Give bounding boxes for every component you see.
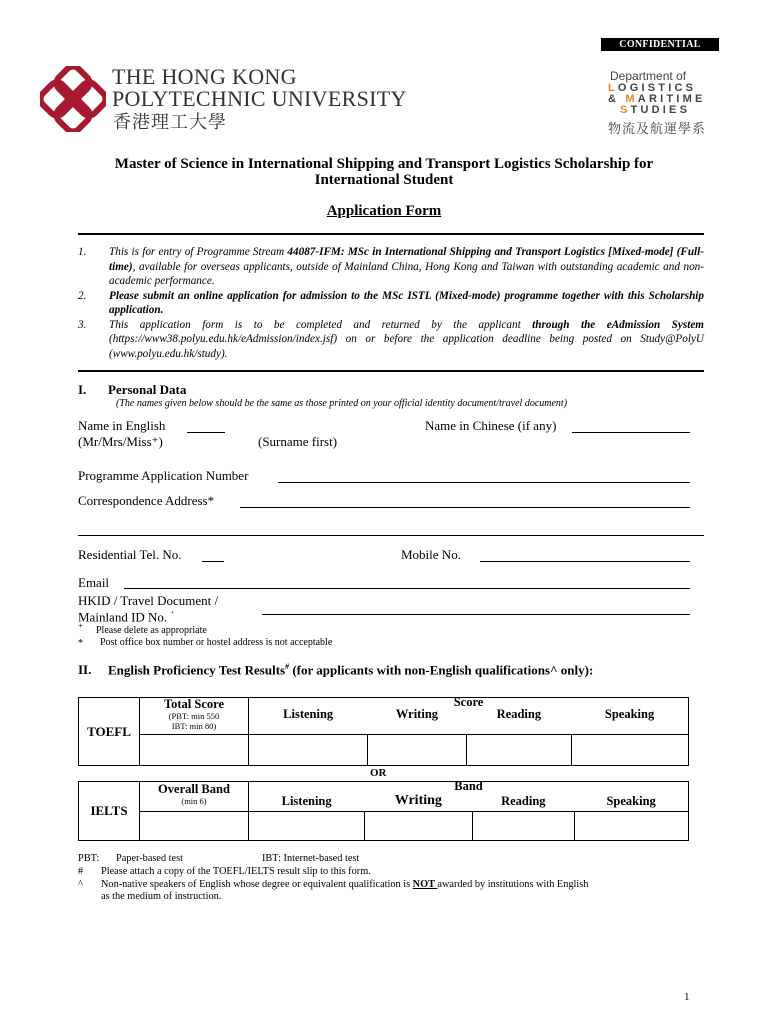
hkid-label-line1: HKID / Travel Document /	[78, 593, 219, 608]
ielts-speaking-cell[interactable]	[574, 812, 688, 841]
programme-number-field[interactable]	[278, 482, 690, 483]
toefl-speaking-cell[interactable]	[571, 735, 688, 766]
toefl-col-listening: Listening	[249, 707, 368, 735]
pbt-definition: Paper-based test	[116, 853, 183, 864]
toefl-listening-cell[interactable]	[249, 735, 368, 766]
ibt-definition: IBT: Internet-based test	[262, 853, 360, 864]
section2-title: English Proficiency Test Results# (for applicants with non-English qualifications^ only):	[108, 662, 594, 678]
confidential-label: CONFIDENTIAL	[601, 38, 719, 51]
instruction-item	[78, 245, 704, 289]
email-label: Email	[78, 575, 110, 590]
or-separator: OR	[370, 767, 387, 779]
dept-logistics: LOGISTICS	[608, 82, 697, 94]
toefl-writing-cell[interactable]	[367, 735, 466, 766]
instructions-list	[78, 245, 704, 361]
dept-maritime: & MARITIME	[608, 93, 706, 105]
toefl-col-writing: Writing	[367, 707, 466, 735]
section-title: Personal Data	[108, 382, 187, 397]
footnote-plus-text: Please delete as appropriate	[96, 625, 207, 636]
toefl-col-reading: Reading	[467, 707, 572, 735]
university-name-line2: POLYTECHNIC UNIVERSITY	[112, 86, 407, 111]
dept-studies: STUDIES	[620, 104, 691, 116]
ielts-table	[78, 781, 689, 841]
mobile-field[interactable]	[480, 561, 690, 562]
mobile-label: Mobile No.	[401, 547, 461, 562]
toefl-total-cell[interactable]	[140, 735, 249, 766]
university-name-chinese: 香港理工大學	[113, 112, 227, 132]
name-title-label: (Mr/Mrs/Miss⁺)	[78, 434, 163, 449]
ielts-band-group: Band	[249, 782, 689, 792]
residential-tel-field[interactable]	[202, 561, 224, 562]
footnote-star-mark: *	[78, 638, 83, 649]
toefl-col-speaking: Speaking	[571, 707, 688, 735]
footnote-star-text: Post office box number or hostel address is not acceptable	[100, 637, 333, 648]
instruction-text: Please submit an online application for admission to the MSc ISTL (Mixed-mode) programme together with this Scholarship application.	[109, 289, 704, 316]
ielts-overall-cell[interactable]	[140, 812, 249, 841]
ielts-total-header: Overall Band (min 6)	[140, 782, 249, 812]
name-chinese-field[interactable]	[572, 432, 690, 433]
ielts-col-writing: Writing	[364, 791, 472, 812]
section-subtitle: (The names given below should be the same as those printed on your official identity document/travel document)	[116, 398, 568, 409]
ielts-label: IELTS	[79, 782, 140, 841]
instruction-number: 2.	[78, 289, 87, 302]
address-field-line2[interactable]	[78, 535, 704, 536]
address-field-line1[interactable]	[240, 507, 690, 508]
section-number: I.	[78, 382, 87, 397]
name-chinese-label: Name in Chinese (if any)	[425, 418, 557, 433]
ielts-writing-cell[interactable]	[364, 812, 472, 841]
instruction-number: 3.	[78, 318, 87, 331]
dept-chinese: 物流及航運學系	[608, 121, 707, 136]
application-form-heading: Application Form	[326, 203, 442, 219]
ielts-col-speaking: Speaking	[574, 791, 688, 812]
name-english-field[interactable]	[187, 432, 225, 433]
pbt-key: PBT:	[78, 853, 100, 864]
instruction-number: 1.	[78, 246, 87, 258]
form-title-line1: Master of Science in International Shipping and Transport Logistics Scholarship for	[114, 156, 654, 172]
instruction-item	[78, 318, 704, 362]
instruction-text: This application form is to be completed and returned by the applicant through the eAdmission System (https://www38.polyu.edu.hk/eAdmission/index.jsf) on or before the application deadline being posted on Study@PolyU (www.polyu.edu.hk/study).	[109, 318, 704, 360]
ielts-col-listening: Listening	[249, 791, 365, 812]
divider	[78, 233, 704, 235]
caret-note-line2: as the medium of instruction.	[101, 891, 222, 902]
hkid-label-line2: Mainland ID No. ⁺	[78, 609, 175, 625]
ielts-reading-cell[interactable]	[472, 812, 574, 841]
page-number: 1	[684, 991, 690, 1003]
email-field[interactable]	[124, 588, 690, 589]
hash-key: #	[78, 866, 84, 877]
hkid-field[interactable]	[262, 614, 690, 615]
toefl-table	[78, 697, 689, 766]
toefl-label: TOEFL	[79, 698, 140, 766]
toefl-score-group: Score	[249, 698, 689, 708]
name-english-label: Name in English	[78, 418, 166, 433]
toefl-reading-cell[interactable]	[467, 735, 572, 766]
polyu-logo-icon	[40, 66, 106, 132]
department-logo	[608, 69, 716, 137]
footnote-plus-mark: ⁺	[78, 623, 84, 634]
divider	[78, 370, 704, 372]
ielts-col-reading: Reading	[472, 791, 574, 812]
surname-note: (Surname first)	[258, 434, 338, 449]
address-label: Correspondence Address*	[78, 493, 215, 508]
dept-line1: Department of	[610, 69, 687, 83]
form-title-line2: International Student	[314, 172, 454, 188]
residential-tel-label: Residential Tel. No.	[78, 547, 182, 562]
caret-note: Non-native speakers of English whose degree or equivalent qualification is NOT awarded by institutions with English	[101, 879, 589, 890]
ielts-listening-cell[interactable]	[249, 812, 365, 841]
university-name-line1: THE HONG KONG	[112, 64, 297, 89]
instruction-text: This is for entry of Programme Stream 44087-IFM: MSc in International Shipping and Transport Logistics [Mixed-mode] (Full-time), available for overseas applicants, outside of Mainland China, Hong Kong and Taiwan with outstanding academic and non-academic performance.	[109, 246, 704, 287]
caret-key: ^	[78, 879, 83, 890]
form-title	[60, 156, 708, 188]
toefl-total-header: Total Score (PBT: min 550 IBT: min 80)	[140, 698, 249, 735]
programme-number-label: Programme Application Number	[78, 468, 249, 483]
hash-note: Please attach a copy of the TOEFL/IELTS result slip to this form.	[101, 866, 371, 877]
section2-number: II.	[78, 662, 92, 677]
instruction-item	[78, 289, 704, 318]
